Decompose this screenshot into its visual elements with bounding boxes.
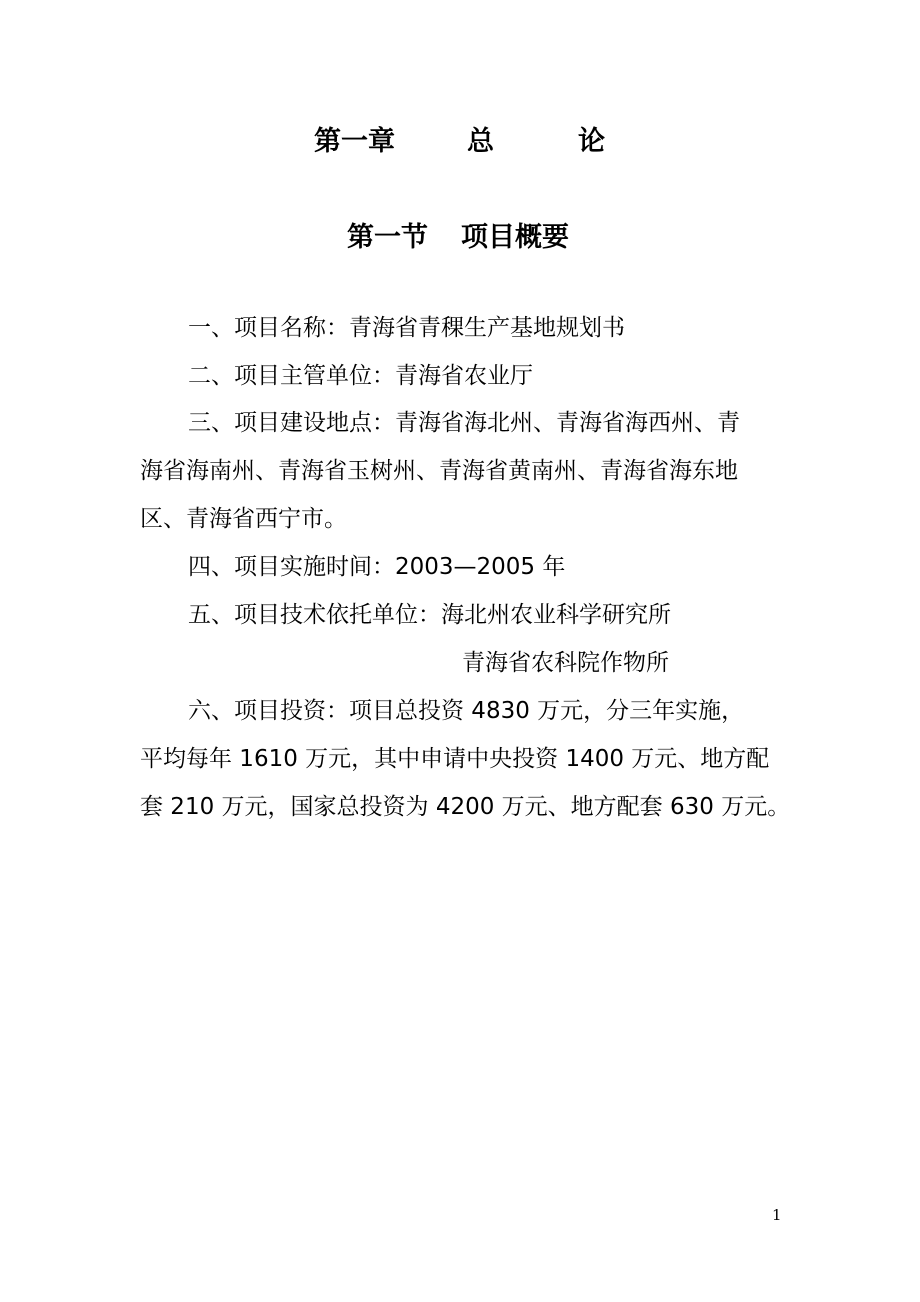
item-project-period: 四、项目实施时间：2003—2005 年 xyxy=(188,554,566,580)
section-title: 项目概要 xyxy=(461,222,569,253)
item-investment-line1: 六、项目投资：项目总投资 4830 万元，分三年实施， xyxy=(188,698,745,724)
item-project-location-line3: 区、青海省西宁市。 xyxy=(140,506,347,532)
item-project-location-line2: 海省海南州、青海省玉树州、青海省黄南州、青海省海东地 xyxy=(140,458,738,484)
chapter-heading xyxy=(0,113,920,163)
item-tech-support-line1: 五、项目技术依托单位：海北州农业科学研究所 xyxy=(188,602,671,628)
page-number: 1 xyxy=(772,1206,782,1224)
section-number: 第一节 xyxy=(347,222,428,253)
chapter-number: 第一章 xyxy=(314,126,395,157)
item-project-name: 一、项目名称：青海省青稞生产基地规划书 xyxy=(188,315,625,341)
section-heading xyxy=(0,209,920,259)
item-project-authority: 二、项目主管单位：青海省农业厅 xyxy=(188,363,533,389)
item-tech-support-line2: 青海省农科院作物所 xyxy=(462,650,669,676)
item-investment-line2: 平均每年 1610 万元，其中申请中央投资 1400 万元、地方配 xyxy=(140,746,770,772)
item-project-location-line1: 三、项目建设地点：青海省海北州、青海省海西州、青 xyxy=(188,410,740,436)
chapter-title-part2: 论 xyxy=(578,126,605,157)
chapter-title-part1: 总 xyxy=(467,126,494,157)
item-investment-line3: 套 210 万元，国家总投资为 4200 万元、地方配套 630 万元。 xyxy=(140,794,791,820)
